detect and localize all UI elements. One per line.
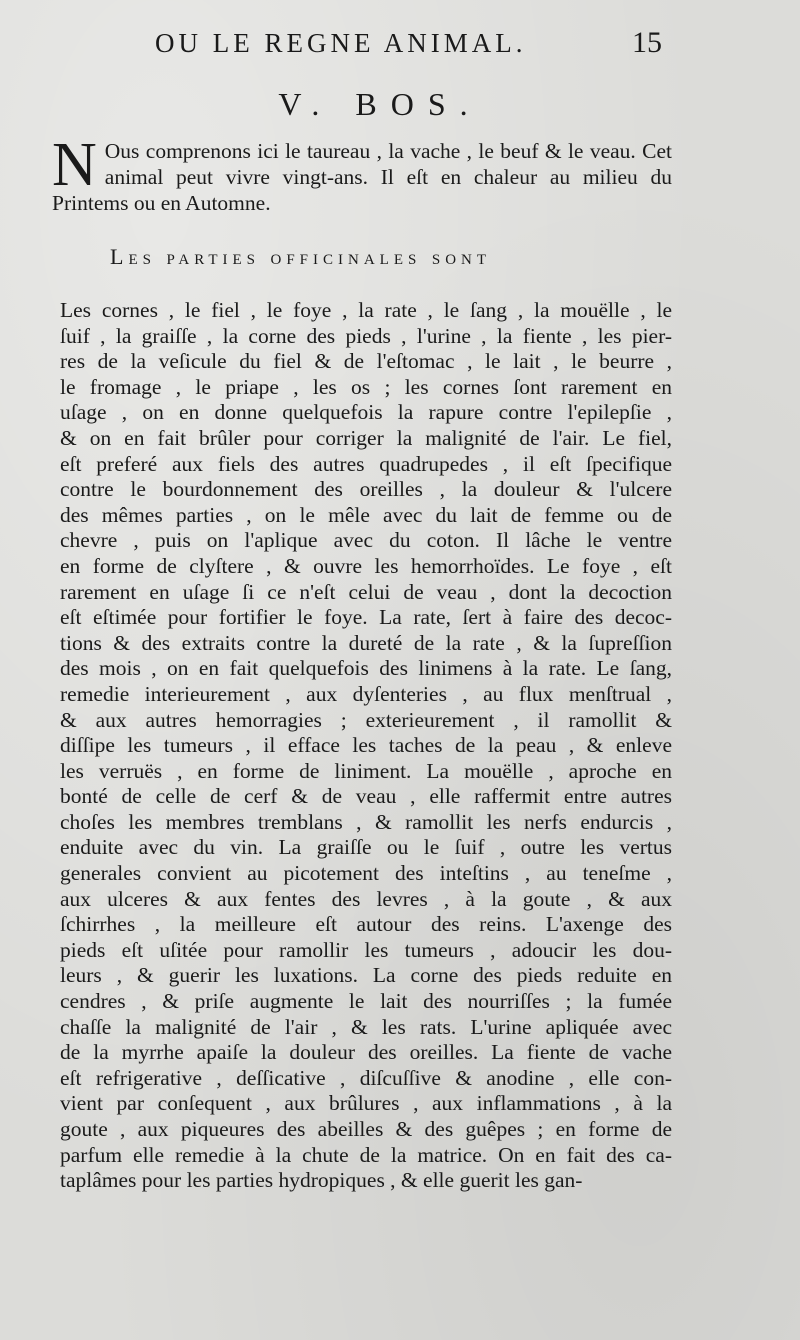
drop-cap: N bbox=[52, 131, 97, 199]
text-line: tions & des extraits contre la dureté de la rate , & la ſupreſſion bbox=[60, 630, 672, 655]
text-line: leurs , & guerir les luxations. La corne des pieds reduite en bbox=[60, 963, 672, 988]
text-line: le fromage , le priape , les os ; les cornes ſont rarement en bbox=[60, 374, 672, 399]
text-line: de la myrrhe apaiſe la douleur des oreilles. La fiente de vache bbox=[60, 1040, 672, 1065]
text-line: remedie interieurement , aux dyſenteries , au flux menſtrual , bbox=[60, 681, 672, 706]
text-line: aux ulceres & aux fentes des levres , à la goute , & aux bbox=[60, 886, 672, 911]
intro-paragraph bbox=[52, 131, 672, 216]
running-title: OU LE REGNE ANIMAL. bbox=[155, 28, 527, 58]
text-line: res de la veſicule du fiel & de l'eſtomac , le lait , le beurre , bbox=[60, 349, 672, 374]
text-line: des mêmes parties , on le mêle avec du lait de femme ou de bbox=[60, 502, 672, 527]
text-line: generales convient au picotement des inteſtins , au teneſme , bbox=[60, 861, 672, 886]
text-line: eſt preferé aux fiels des autres quadrupedes , il eſt ſpecifique bbox=[60, 451, 672, 476]
text-line: des mois , on en fait quelquefois des linimens à la rate. Le ſang, bbox=[60, 656, 672, 681]
text-line: rarement en uſage ſi ce n'eſt celui de veau , dont la decoction bbox=[60, 579, 672, 604]
text-line: vient par conſequent , aux brûlures , aux inflammations , à la bbox=[60, 1091, 672, 1116]
text-line: pieds eſt uſitée pour ramollir les tumeurs , adoucir les dou- bbox=[60, 937, 672, 962]
running-header bbox=[0, 28, 800, 68]
body-text bbox=[60, 298, 672, 1194]
text-line: les verruës , en forme de liniment. La mouëlle , aproche en bbox=[60, 758, 672, 783]
text-line: chevre , puis on l'aplique avec du coton. Il lâche le ventre bbox=[60, 528, 672, 553]
text-line: bonté de celle de cerf & de veau , elle raffermit entre autres bbox=[60, 784, 672, 809]
text-line: & aux autres hemorragies ; exterieurement , il ramollit & bbox=[60, 707, 672, 732]
text-line: Les cornes , le fiel , le foye , la rate , le ſang , la mouëlle , le bbox=[60, 298, 672, 322]
text-line: cendres , & priſe augmente le lait des nourriſſes ; la fumée bbox=[60, 989, 672, 1014]
text-line: ſuif , la graiſſe , la corne des pieds , l'urine , la fiente , les pier- bbox=[60, 323, 672, 348]
text-line: taplâmes pour les parties hydropiques , & elle guerit les gan- bbox=[60, 1168, 583, 1193]
text-line: en forme de clyſtere , & ouvre les hemorrhoïdes. Le foye , eſt bbox=[60, 553, 672, 578]
text-line: & on en fait brûler pour corriger la malignité de l'air. Le fiel, bbox=[60, 425, 672, 450]
text-line: eſt refrigerative , deſſicative , diſcuſſive & anodine , elle con- bbox=[60, 1065, 672, 1090]
text-line: enduite avec du vin. La graiſſe ou le ſuif , outre les vertus bbox=[60, 835, 672, 860]
text-line: eſt eſtimée pour fortifier le foye. La rate, ſert à faire des decoc- bbox=[60, 605, 672, 630]
text-line: ſchirrhes , la meilleure eſt autour des reins. L'axenge des bbox=[60, 912, 672, 937]
text-line: contre le bourdonnement des oreilles , la douleur & l'ulcere bbox=[60, 477, 672, 502]
text-line: parfum elle remedie à la chute de la matrice. On en fait des ca- bbox=[60, 1142, 672, 1167]
page-number: 15 bbox=[632, 26, 662, 59]
text-line: chaſſe la malignité de l'air , & les rats. L'urine apliquée avec bbox=[60, 1014, 672, 1039]
text-line: choſes les membres tremblans , & ramollit les nerfs endurcis , bbox=[60, 809, 672, 834]
text-line: uſage , on en donne quelquefois la rapure contre l'epilepſie , bbox=[60, 400, 672, 425]
text-line: diſſipe les tumeurs , il efface les taches de la peau , & enleve bbox=[60, 733, 672, 758]
intro-text: Ous comprenons ici le taureau , la vache , le beuf & le veau. Cet animal peut vivre vingt-ans. Il eſt en chaleur au milieu du Printems ou en Automne. bbox=[52, 139, 672, 215]
subheading: Les parties officinales sont bbox=[110, 244, 492, 269]
section-title: V. BOS. bbox=[278, 86, 482, 122]
text-line: goute , aux piqueures des abeilles & des guêpes ; en forme de bbox=[60, 1117, 672, 1141]
